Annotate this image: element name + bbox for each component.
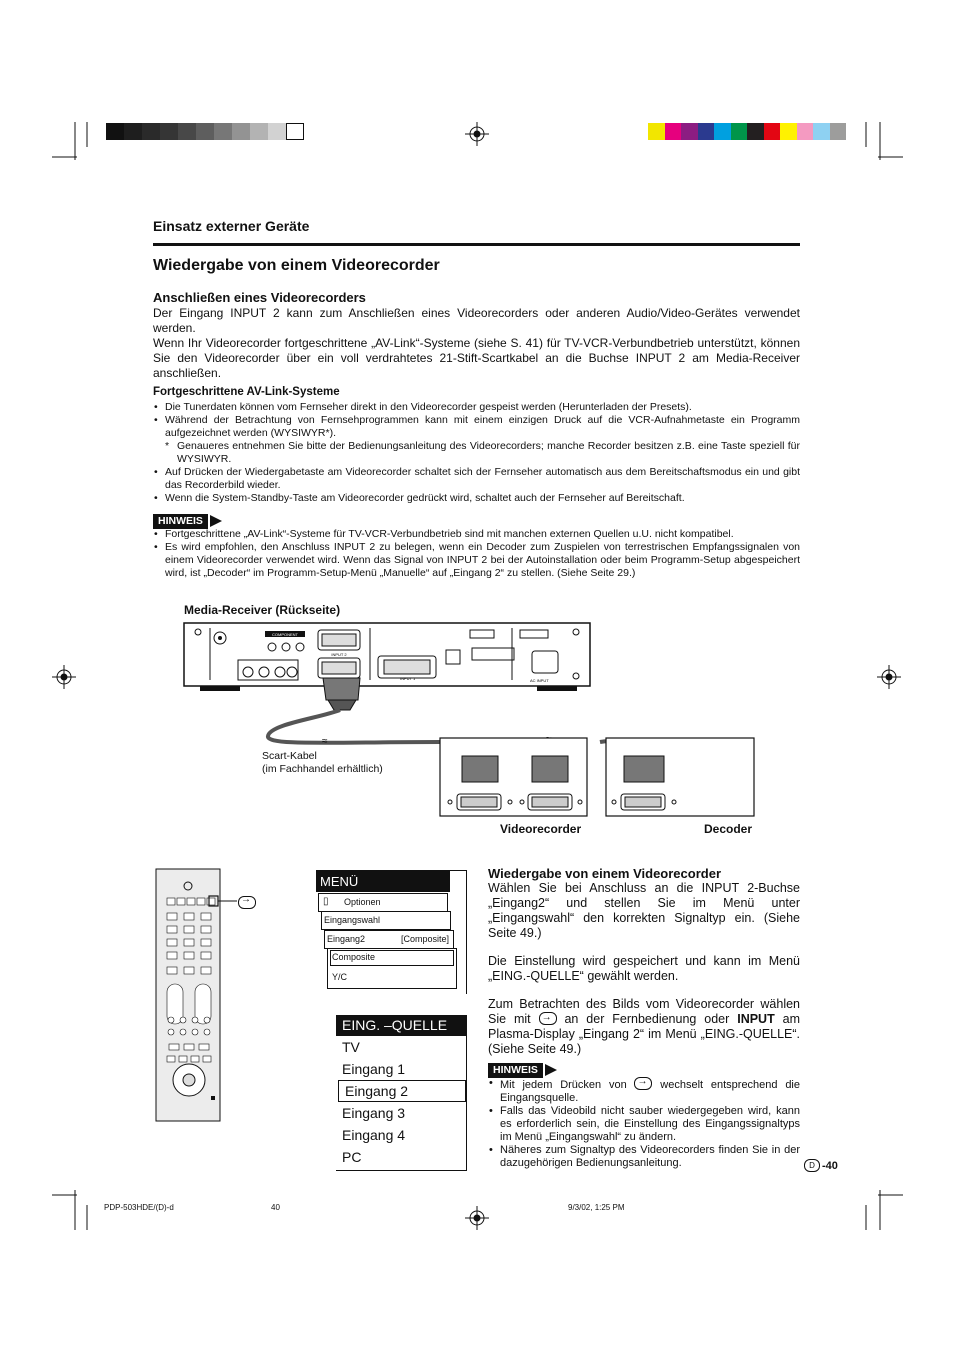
page-number: D -40 (804, 1159, 838, 1172)
connection-diagram (180, 618, 780, 818)
color-swatch (196, 123, 214, 140)
list-item: • Näheres zum Signaltyp des Videorecorders finden Sie in der dazugehörigen Bedienungsanleitung. (488, 1144, 800, 1170)
source-item-eingang-2[interactable]: Eingang 2 (338, 1080, 466, 1102)
menu-eingang2[interactable]: Eingang2 [Composite] (324, 930, 454, 949)
color-swatch (106, 123, 124, 140)
registration-mark-top (465, 122, 489, 146)
color-swatch (124, 123, 142, 140)
menu-optionen[interactable]: ▯ Optionen (318, 893, 448, 912)
input1-text: INPUT 1 (400, 676, 416, 681)
color-swatch (232, 123, 250, 140)
page-title: Wiedergabe von einem Videorecorder (153, 257, 440, 274)
options-icon: ▯ (323, 896, 329, 907)
region-badge: D (804, 1159, 820, 1172)
color-swatch (178, 123, 196, 140)
menu-eingangswahl[interactable]: Eingangswahl (321, 911, 451, 930)
avlink-list (153, 401, 800, 505)
list-item: • Wenn die System-Standby-Taste am Videorecorder gedrückt wird, schaltet auch der Fernseher auf Bereitschaft. (153, 492, 800, 505)
vcr-label: Videorecorder (500, 822, 582, 836)
list-item: • Falls das Videobild nicht sauber wiedergegeben wird, kann es erforderlich sein, die Einstellung des Eingangssignaltyps im Menü „Eingangswahl“ zu ändern. (488, 1105, 800, 1144)
color-swatch (681, 123, 698, 140)
color-swatch (214, 123, 232, 140)
input-button-icon (539, 1012, 557, 1025)
color-swatch (160, 123, 178, 140)
connect-heading: Anschließen eines Videorecorders (153, 290, 366, 305)
input2-text: INPUT 2 (331, 652, 347, 657)
hinweis-list (153, 528, 800, 580)
playback-paragraph-1: Wählen Sie bei Anschluss an die INPUT 2-Buchse „Eingang2“ und stellen Sie im Menü unter „Eingangswahl“ den korrekten Signaltyp ein. (Siehe Seite 49.) (488, 881, 800, 940)
menu-screen (316, 870, 467, 994)
registration-mark-right (877, 665, 901, 689)
color-swatch (268, 123, 286, 140)
menu-title: MENÜ (316, 871, 450, 892)
source-item-eingang-1[interactable]: Eingang 1 (342, 1061, 406, 1077)
list-item: • Auf Drücken der Wiedergabetaste am Videorecorder schaltet sich der Fernseher automatisch aus dem Bereitschaftsmodus ein und gibt das Recorderbild wieder. (153, 466, 800, 492)
source-item-tv[interactable]: TV (342, 1039, 360, 1055)
arrow-icon (210, 515, 222, 527)
source-item-eingang-3[interactable]: Eingang 3 (342, 1105, 406, 1121)
color-swatch (731, 123, 748, 140)
list-item: • Während der Betrachtung von Fernsehprogrammen kann mit einem einzigen Druck auf die VCR-Aufnahmetaste ein Programm aufgezeichnet werden (WYSIWYR*). (153, 414, 800, 440)
source-menu-screen (336, 1015, 467, 1171)
menu-yc[interactable]: Y/C (332, 972, 348, 982)
color-swatch (142, 123, 160, 140)
receiver-label: Media-Receiver (Rückseite) (184, 603, 341, 617)
cable-label-2: (im Fachhandel erhältlich) (262, 763, 383, 775)
playback-heading: Wiedergabe von einem Videorecorder (488, 866, 721, 881)
source-item-eingang-4[interactable]: Eingang 4 (342, 1127, 406, 1143)
source-menu-title: EING. –QUELLE (336, 1015, 466, 1036)
color-swatch (764, 123, 781, 140)
color-swatch (698, 123, 715, 140)
component-text: COMPONENT (272, 632, 298, 637)
playback-paragraph-2: Die Einstellung wird gespeichert und kann im Menü „EING.-QUELLE“ gewählt werden. (488, 954, 800, 983)
input-button-icon (238, 896, 256, 909)
section-rule (153, 243, 800, 246)
section-title: Einsatz externer Geräte (153, 218, 310, 234)
color-swatch (813, 123, 830, 140)
footer-date: 9/3/02, 1:25 PM (568, 1203, 625, 1212)
connect-paragraph-1: Der Eingang INPUT 2 kann zum Anschließen eines Videorecorders oder anderen Audio/Video-Gerätes verwendet werden. (153, 306, 800, 335)
avlink-heading: Fortgeschrittene AV-Link-Systeme (153, 386, 340, 398)
input-button-icon (634, 1077, 652, 1090)
color-swatch (830, 123, 847, 140)
cable-label-1: Scart-Kabel (262, 750, 317, 762)
list-item: • Mit jedem Drücken von → wechselt entsprechend die Eingangsquelle. (488, 1077, 800, 1105)
registration-mark-bottom (465, 1206, 489, 1230)
source-item-pc[interactable]: PC (342, 1149, 362, 1165)
hinweis-badge: HINWEIS (153, 514, 222, 528)
media-receiver-rear (184, 623, 590, 686)
color-swatch (286, 123, 304, 140)
list-item: • Die Tunerdaten können vom Fernseher direkt in den Videorecorder gespeist werden (Herunterladen der Presets). (153, 401, 800, 414)
color-swatch (797, 123, 814, 140)
footnote-item: * Genaueres entnehmen Sie bitte der Bedienungsanleitung des Videorecorders; manche Recorder besitzen z.B. eine Taste speziell für WYSIWYR. (153, 440, 800, 466)
hinweis-list-2 (488, 1077, 800, 1170)
registration-mark-left (52, 665, 76, 689)
connect-paragraph-2: Wenn Ihr Videorecorder fortgeschrittene „AV-Link“-Systeme (siehe S. 41) für TV-VCR-Verbundbetrieb unterstützt, können Sie den Videorecorder über ein voll verdrahtetes 21-Stift-Scartkabel an die Buchse INPUT 2 am Media-Receiver anschließen. (153, 336, 800, 380)
footer-doc-id: PDP-503HDE/(D)-d (104, 1203, 174, 1212)
arrow-icon (545, 1064, 557, 1076)
list-item: • Fortgeschrittene „AV-Link“-Systeme für TV-VCR-Verbundbetrieb sind mit manchen externen Quellen u.U. nicht kompatibel. (153, 528, 800, 541)
cable-break-icon: ≈ (322, 736, 328, 747)
color-swatch (747, 123, 764, 140)
color-swatch (714, 123, 731, 140)
color-swatch (250, 123, 268, 140)
list-item: • Es wird empfohlen, den Anschluss INPUT 2 zu belegen, wenn ein Decoder zum Zuspielen von terrestrischen Empfangssignalen von einem Videorecorder verwendet wird. Wenn das Signal von INPUT 2 bei der Autoinstallation oder beim Programm-Setup abgespeichert wird, ist „Decoder“ im Programm-Setup-Menü „Manuelle“ auf „Eingang 2“ zu stellen. (Siehe Seite 29.) (153, 541, 800, 580)
color-swatch (780, 123, 797, 140)
menu-composite[interactable]: Composite (330, 950, 454, 966)
ac-text: AC INPUT (530, 678, 549, 683)
footer-page: 40 (271, 1203, 280, 1212)
menu-signal-options (327, 948, 457, 989)
hinweis-badge-2: HINWEIS (488, 1063, 557, 1077)
color-swatch (665, 123, 682, 140)
decoder-label: Decoder (704, 822, 753, 836)
color-swatch (648, 123, 665, 140)
playback-paragraph-3: Zum Betrachten des Bilds vom Videorecorder wählen Sie mit → an der Fernbedienung oder INPUT am Plasma-Display „Eingang 2“ im Menü „EING.-QUELLE“. (Siehe Seite 49.) (488, 997, 800, 1057)
